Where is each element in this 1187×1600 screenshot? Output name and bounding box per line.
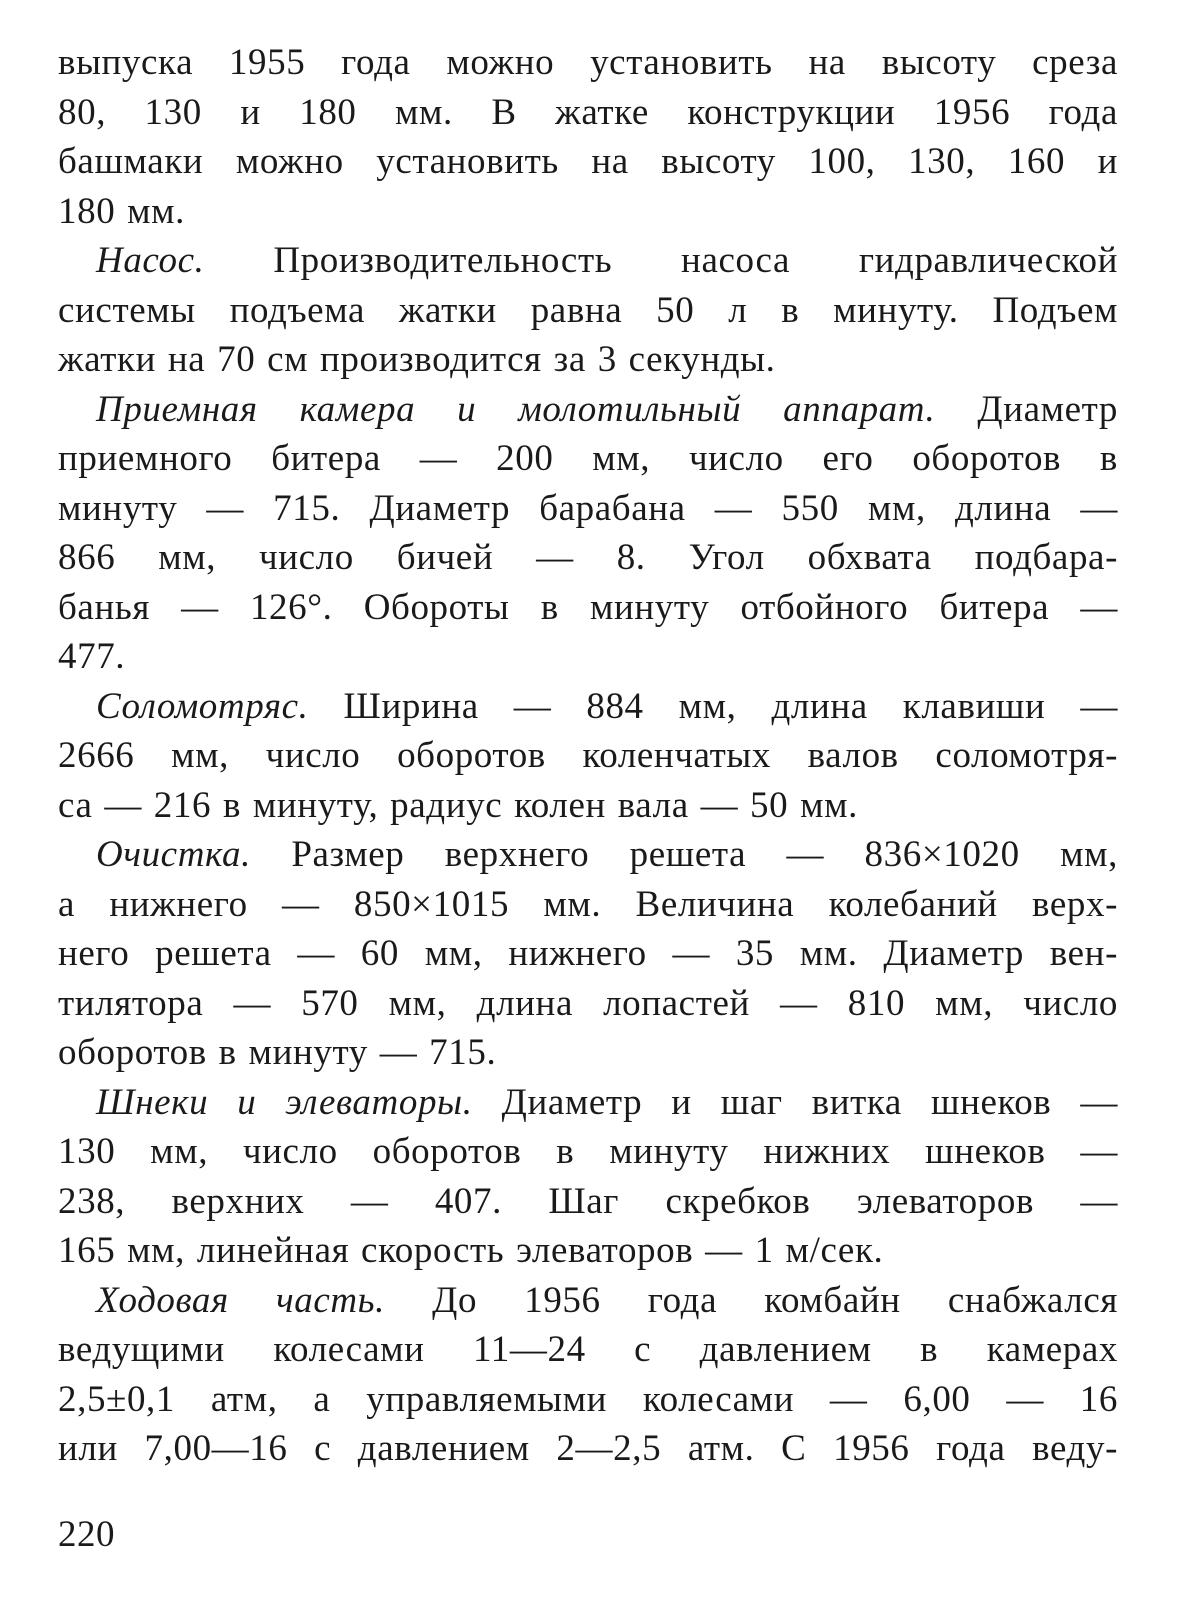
text-line: са — 216 в минуту, радиус колен вала — 50 мм. <box>58 784 858 826</box>
text-line: Приемная камера и молотильный аппарат. Диаметр <box>96 388 1118 430</box>
text-line: Насос. Производительность насоса гидравлической <box>96 240 1118 281</box>
text-line: 80, 130 и 180 мм. В жатке конструкции 1956 года <box>58 91 1118 133</box>
paragraph-pump <box>58 236 1118 385</box>
text-line: 2,5±0,1 атм, а управляемыми колесами — 6,00 — 16 <box>58 1378 1118 1420</box>
section-heading: Шнеки и элеваторы. <box>96 1081 473 1123</box>
section-heading: Очистка. <box>96 834 251 875</box>
text-line: 180 мм. <box>58 190 186 232</box>
text-line: жатки на 70 см производится за 3 секунды. <box>58 339 776 380</box>
document-page <box>58 38 1118 1474</box>
text-line: него решета — 60 мм, нижнего — 35 мм. Диаметр вен- <box>58 933 1118 974</box>
page-number: 220 <box>58 1514 115 1555</box>
section-heading: Приемная камера и молотильный аппарат. <box>96 388 936 430</box>
text-line: минуту — 715. Диаметр барабана — 550 мм, длина — <box>58 487 1118 529</box>
paragraph-straw-walker <box>58 682 1118 831</box>
paragraph-running-gear <box>58 1276 1118 1474</box>
text-line: банья — 126°. Обороты в минуту отбойного битера — <box>58 586 1118 628</box>
paragraph-continuation <box>58 38 1118 236</box>
section-heading: Насос. <box>96 240 205 281</box>
text-line: 2666 мм, число оборотов коленчатых валов соломотря- <box>58 735 1118 776</box>
text-line: системы подъема жатки равна 50 л в минуту. Подъем <box>58 289 1118 331</box>
text-line: 477. <box>58 636 126 677</box>
text-line: выпуска 1955 года можно установить на высоту среза <box>58 42 1118 83</box>
text-line: оборотов в минуту — 715. <box>58 1032 497 1073</box>
text-line: Очистка. Размер верхнего решета — 836×1020 мм, <box>96 834 1118 875</box>
paragraph-threshing <box>58 385 1118 682</box>
section-heading: Соломотряс. <box>96 685 309 727</box>
text-line: Шнеки и элеваторы. Диаметр и шаг витка шнеков — <box>96 1081 1119 1123</box>
text-line: приемного битера — 200 мм, число его оборотов в <box>58 438 1118 479</box>
text-line: Ходовая часть. До 1956 года комбайн снабжался <box>96 1279 1118 1321</box>
text-line: ведущими колесами 11—24 с давлением в камерах <box>58 1329 1118 1370</box>
section-heading: Ходовая часть. <box>96 1279 385 1321</box>
text-line: 866 мм, число бичей — 8. Угол обхвата подбара- <box>58 537 1118 578</box>
text-line: башмаки можно установить на высоту 100, 130, 160 и <box>58 141 1118 182</box>
paragraph-augers <box>58 1078 1118 1276</box>
text-line: 238, верхних — 407. Шаг скребков элеваторов — <box>58 1180 1118 1222</box>
text-line: 130 мм, число оборотов в минуту нижних шнеков — <box>58 1131 1118 1172</box>
text-line: Соломотряс. Ширина — 884 мм, длина клавиши — <box>96 685 1118 727</box>
text-line: тилятора — 570 мм, длина лопастей — 810 мм, число <box>58 982 1118 1024</box>
text-line: или 7,00—16 с давлением 2—2,5 атм. С 1956 года веду- <box>58 1428 1118 1469</box>
paragraph-cleaning <box>58 830 1118 1078</box>
text-line: 165 мм, линейная скорость элеваторов — 1 м/сек. <box>58 1230 884 1271</box>
text-line: а нижнего — 850×1015 мм. Величина колебаний верх- <box>58 883 1118 925</box>
